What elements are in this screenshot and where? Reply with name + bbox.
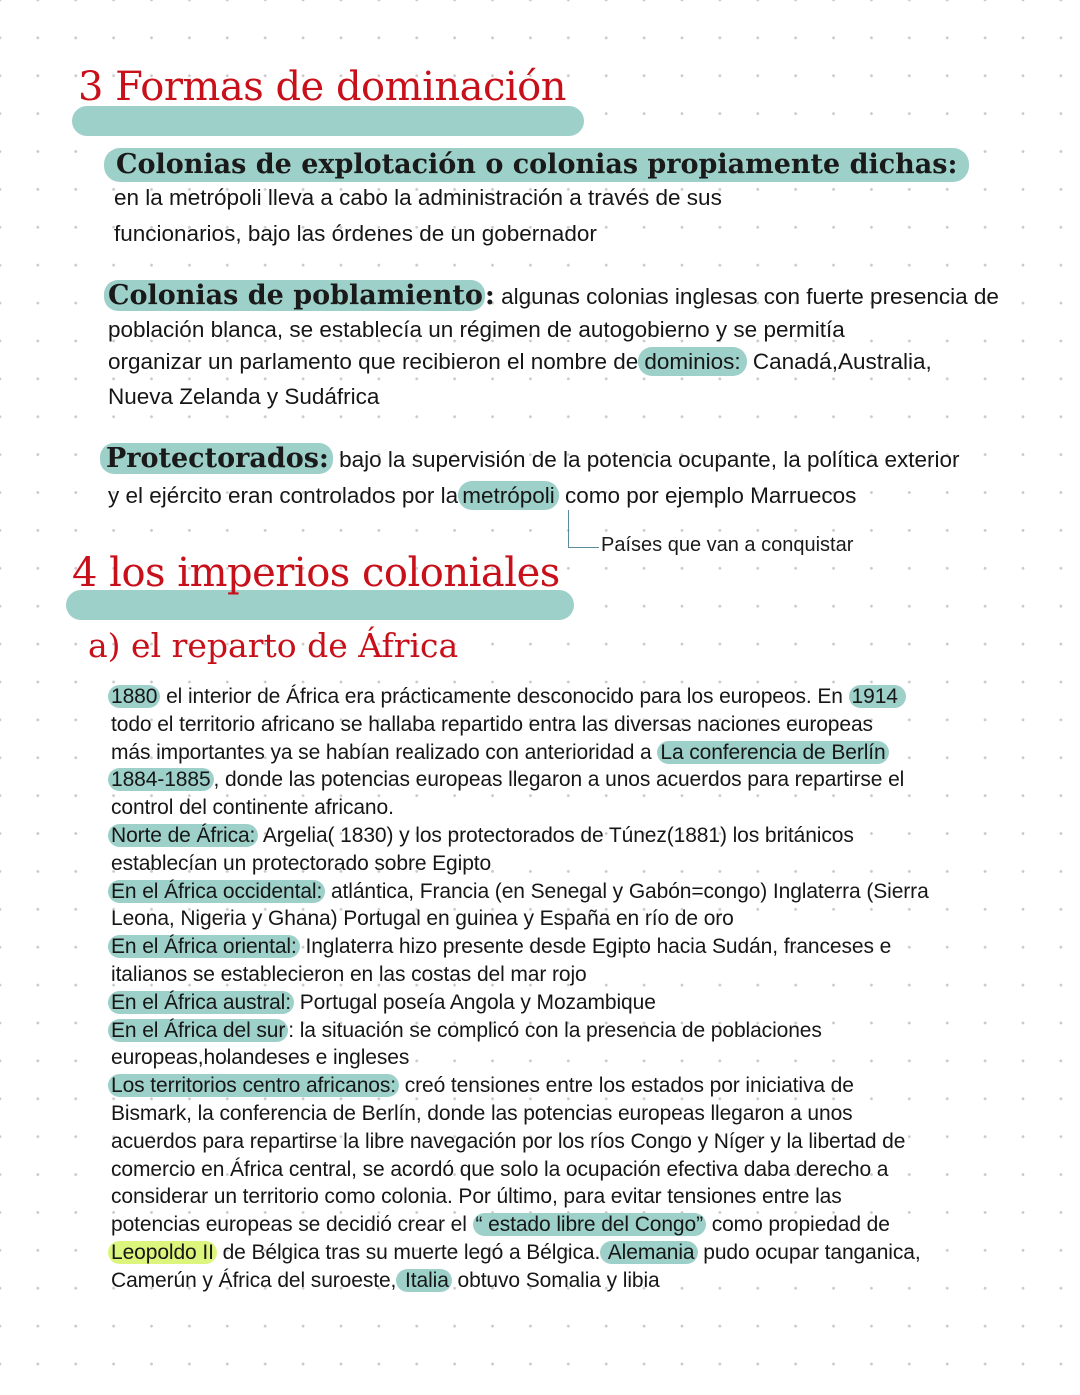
metropoli-highlight: metrópoli: [458, 481, 559, 510]
alemania-highlight: Alemania: [600, 1241, 697, 1264]
estado-libre-congo-highlight: “ estado libre del Congo”: [473, 1213, 706, 1236]
section3-title: 3 Formas de dominación: [78, 64, 567, 110]
centro-africanos-term: Los territorios centro africanos:: [108, 1074, 399, 1097]
explotacion-term-text: Colonias de explotación o colonias propiamente dichas:: [104, 148, 969, 182]
intro-line-1: 1880 el interior de África era prácticamente desconocido para los europeos. En 1914: [108, 683, 929, 711]
africa-oriental-item: En el África oriental: Inglaterra hizo presente desde Egipto hacia Sudán, franceses e: [108, 933, 929, 961]
africa-occidental-term: En el África occidental:: [108, 880, 325, 903]
reparto-africa-body: 1880 el interior de África era prácticamente desconocido para los europeos. En 1914 todo el territorio africano se hallaba repartido entra las diversas naciones europeas más importantes ya se habían realizado con anterioridad a La conferencia de Berlín 1884-1885 , donde las potencias europeas llegaron a unos acuerdos para repartirse el control del continente africano. Norte de África: Argelia( 1830) y los protectorados de Túnez(1881) los británicos establecían un protectorado sobre Egipto En el África occidental: atlántica, Francia (en Senegal y Gabón=congo) Inglaterra (Sierra Leona, Nigeria y Ghana) Portugal en guinea y España en río de oro En el África oriental: Inglaterra hizo presente desde Egipto hacia Sudán, franceses e italianos se establecieron en las costas del mar rojo En el África austral: Portugal poseía Angola y Mozambique En el África del sur : la situación se complicó con la presencia de poblaciones europeas,holandeses e ingleses Los territorios centro africanos: creó tensiones entre los estados por iniciativa de Bismark, la conferencia de Berlín, donde las potencias europeas llegaron a unos acuerdos para repartirse la libre navegación por los ríos Congo y Níger y la libertad de comercio en África central, se acordó que solo la ocupación efectiva daba derecho a considerar un territorio como colonia. Por último, para evitar tensiones entre las potencias europeas se decidió crear el “ estado libre del Congo” como propiedad de Leopoldo II de Bélgica tras su muerte legó a Bélgica. Alemania pudo ocupar tanganica, Camerún y África del suroeste, Italia obtuvo Somalia y libia: [108, 683, 929, 1295]
annotation-text: Países que van a conquistar: [601, 534, 854, 556]
africa-oriental-term: En el África oriental:: [108, 935, 300, 958]
annotation-connector-line: [568, 510, 599, 548]
section3-title-highlight: [72, 106, 584, 136]
italia-highlight: Italia: [396, 1269, 452, 1292]
africa-sur-item: En el África del sur : la situación se complicó con la presencia de poblaciones: [108, 1017, 929, 1045]
protectorados-block: Protectorados: bajo la supervisión de la potencia ocupante, la política exterior y el ejército eran controlados por la metrópoli como por ejemplo Marruecos: [100, 441, 960, 514]
years-1884-1885-highlight: 1884-1885: [108, 768, 214, 791]
explotacion-description: en la metrópoli lleva a cabo la administración a través de sus funcionarios, bajo las órdenes de un gobernador: [114, 185, 722, 246]
year-1914-highlight: 1914: [849, 685, 906, 708]
norte-africa-term: Norte de África:: [108, 824, 258, 847]
section4-subtitle: a) el reparto de África: [88, 626, 459, 665]
conferencia-berlin-highlight: La conferencia de Berlín: [657, 741, 888, 764]
africa-occidental-item: En el África occidental: atlántica, Francia (en Senegal y Gabón=congo) Inglaterra (Sierra: [108, 878, 929, 906]
dominios-highlight: dominios:: [638, 347, 746, 376]
protectorados-term: Protectorados:: [100, 443, 333, 474]
explotacion-block: [104, 148, 969, 252]
norte-africa-item: Norte de África: Argelia( 1830) y los protectorados de Túnez(1881) los británicos: [108, 822, 929, 850]
poblamiento-term: Colonias de poblamiento: [104, 280, 485, 311]
leopoldo-ii-highlight: Leopoldo II: [108, 1241, 217, 1264]
explotacion-term: [104, 148, 969, 182]
centro-africanos-item: Los territorios centro africanos: creó tensiones entre los estados por iniciativa de: [108, 1072, 929, 1100]
africa-austral-item: En el África austral: Portugal poseía Angola y Mozambique: [108, 989, 929, 1017]
africa-sur-term: En el África del sur: [108, 1019, 288, 1042]
section4-title: 4 los imperios coloniales: [72, 550, 560, 596]
africa-austral-term: En el África austral:: [108, 991, 294, 1014]
poblamiento-block: Colonias de poblamiento: algunas colonias inglesas con fuerte presencia de población blanca, se establecía un régimen de autogobierno y se permitía organizar un parlamento que recibieron el nombre de dominios: Canadá,Australia, Nueva Zelanda y Sudáfrica: [104, 280, 999, 413]
year-1880-highlight: 1880: [108, 685, 160, 708]
